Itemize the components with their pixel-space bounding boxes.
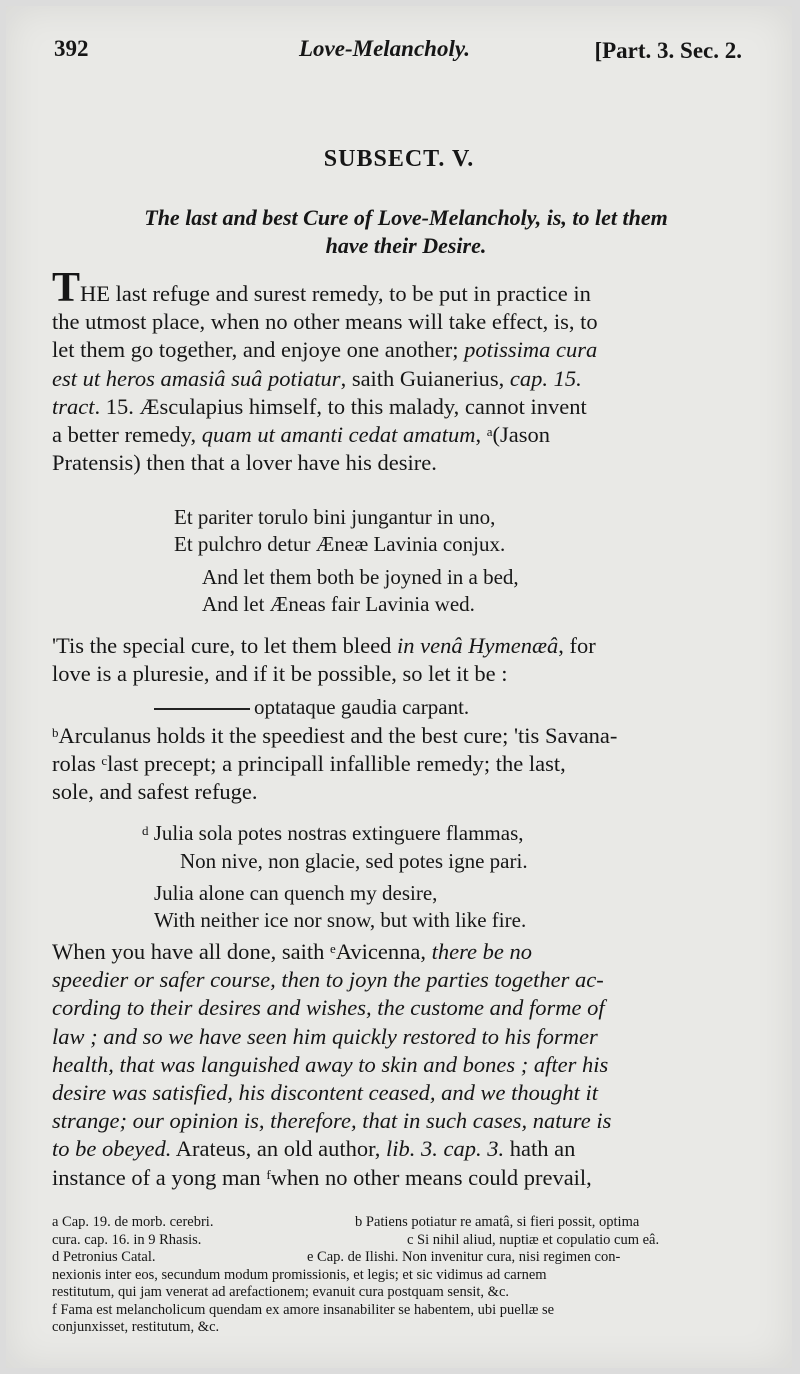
footnote-ref-d: d [142,823,149,838]
para4-l9b: when no other means could prevail, [270,1164,592,1190]
verse1-line-2: Et pulchro detur Æneæ Lavinia conjux. [174,532,506,556]
footnote-e: e Cap. de Ilishi. Non invenitur cura, nisi regimen con- [307,1249,621,1265]
para3-line-1: Arculanus holds it the speediest and the best cure; 'tis Savana- [58,723,618,748]
para4-line-7: strange; our opinion is, therefore, that in such cases, nature is [52,1108,612,1134]
verse3-line-1: Julia sola potes nostras extinguere flammas, [153,821,524,845]
footnote-ref-f: f [266,1166,271,1182]
verse1-line-4: And let Æneas fair Lavinia wed. [202,592,475,616]
para4-line-5: health, that was languished away to skin and bones ; after his [52,1051,609,1077]
para2-latin: in venâ Hymenæâ [397,633,559,658]
verse-fragment [154,694,469,721]
para1-line-1: HE last refuge and surest remedy, to be put in practice in [80,281,591,306]
heading-line-1: The last and best Cure of Love-Melancholy, is, to let them [144,205,668,230]
para1-line-7: Pratensis) then that a lover have his desire. [52,450,437,476]
footnote-ref-e: e [330,941,336,956]
para4-line-3: cording to their desires and wishes, the custome and forme of [52,995,605,1021]
section-heading [66,204,746,260]
page-number: 392 [54,36,89,61]
verse1-line-3: And let them both be joyned in a bed, [202,565,519,589]
para1-line-2: the utmost place, when no other means will take effect, is, to [52,309,598,335]
para2-text-1: 'Tis the special cure, to let them bleed [52,633,398,658]
para1-cap-ref: cap. 15. [509,365,582,391]
verse-english-1 [202,564,519,618]
para2-line-2: love is a pluresie, and if it be possible, so let it be : [52,661,508,687]
verse-latin-2 [142,820,524,847]
verse3-line-2: Non nive, non glacie, sed potes igne pari. [180,849,528,873]
para1-latin-3: quam ut amanti cedat amatum [201,422,476,448]
para1-tract: tract [52,393,95,419]
para1-latin-2: est ut heros amasiâ suâ potiatur [52,365,341,391]
footnotes [52,1214,752,1337]
para4-l8b: hath an [504,1136,576,1162]
paragraph-2 [52,632,750,688]
subsection-title: SUBSECT. V. [323,146,475,172]
para1-jason: (Jason [492,422,550,448]
footnote-ref-a: a [486,424,493,440]
footnote-a: a Cap. 19. de morb. cerebri. [52,1214,214,1230]
para4-line-2: speedier or safer course, then to joyn the parties together ac- [52,967,604,993]
footnote-b: b Patiens potiatur re amatâ, si fieri possit, optima [355,1214,640,1230]
para4-l8a: Arateus, an old author, [171,1136,387,1162]
drop-cap: T [52,265,81,311]
paragraph-4 [52,938,750,1192]
footnote-f: f Fama est melancholicum quendam ex amore insanabiliter se habentem, ubi puellæ se [52,1301,555,1318]
para4-line-6: desire was satisfied, his discontent ceased, and we thought it [52,1080,598,1106]
para3-line-3: sole, and safest refuge. [52,779,258,805]
para4-l1b: Avicenna, [335,939,432,964]
para1-comma: , [475,422,487,448]
verse-latin-3 [180,848,528,875]
running-title: Love-Melancholy. [299,36,470,61]
para1-latin-1: potissima cura [464,337,598,363]
footnote-a-cont: cura. cap. 16. in 9 Rhasis. [52,1231,202,1248]
para3-line-2a: rolas [52,751,102,777]
para2-text-2: , for [558,633,596,658]
book-page [6,6,792,1368]
verse-english-2 [154,880,526,934]
para1-line-6: a better remedy, [52,422,202,448]
para1-line-4: , saith Guianerius, [340,365,510,391]
verse1-line-1: Et pariter torulo bini jungantur in uno, [174,505,496,529]
paragraph-3 [52,722,750,807]
para1-line-5: . 15. Æsculapius himself, to this malady, cannot invent [94,393,587,419]
para4-l8em2: lib. 3. cap. 3. [386,1136,505,1162]
verse-latin-1 [174,504,505,558]
part-section-label: [Part. 3. Sec. 2. [594,38,742,63]
para4-l1a: When you have all done, saith [52,939,331,964]
para4-l9a: instance of a yong man [52,1164,267,1190]
para4-l1em: there be no [431,939,533,964]
para4-l8em: to be obeyed. [52,1136,172,1162]
footnote-ref-c: c [101,753,108,769]
footnote-e-cont-1: nexionis inter eos, secundum modum promissionis, et legis; et sic vidimus ad carnem [52,1266,547,1283]
verse2-text: optataque gaudia carpant. [254,695,470,719]
paragraph-1 [52,265,750,477]
para4-line-4: law ; and so we have seen him quickly restored to his former [52,1023,598,1049]
verse3-line-4: With neither ice nor snow, but with like fire. [154,908,527,932]
footnote-c: c Si nihil aliud, nuptiæ et copulatio cum eâ. [407,1231,660,1248]
para1-line-3: let them go together, and enjoye one another; [52,337,465,363]
heading-line-2: have their Desire. [325,233,487,258]
footnote-d: d Petronius Catal. [52,1249,156,1265]
footnote-ref-b: b [52,725,59,740]
verse3-line-3: Julia alone can quench my desire, [154,881,438,905]
footnote-f-cont: conjunxisset, restitutum, &c. [52,1319,220,1335]
para3-line-2b: last precept; a principall infallible remedy; the last, [107,751,566,777]
page-header [54,36,758,76]
footnote-e-cont-2: restitutum, qui jam venerat ad arefactionem; evanuit cura postquam sensit, &c. [52,1284,510,1300]
em-dash-rule [154,708,250,710]
